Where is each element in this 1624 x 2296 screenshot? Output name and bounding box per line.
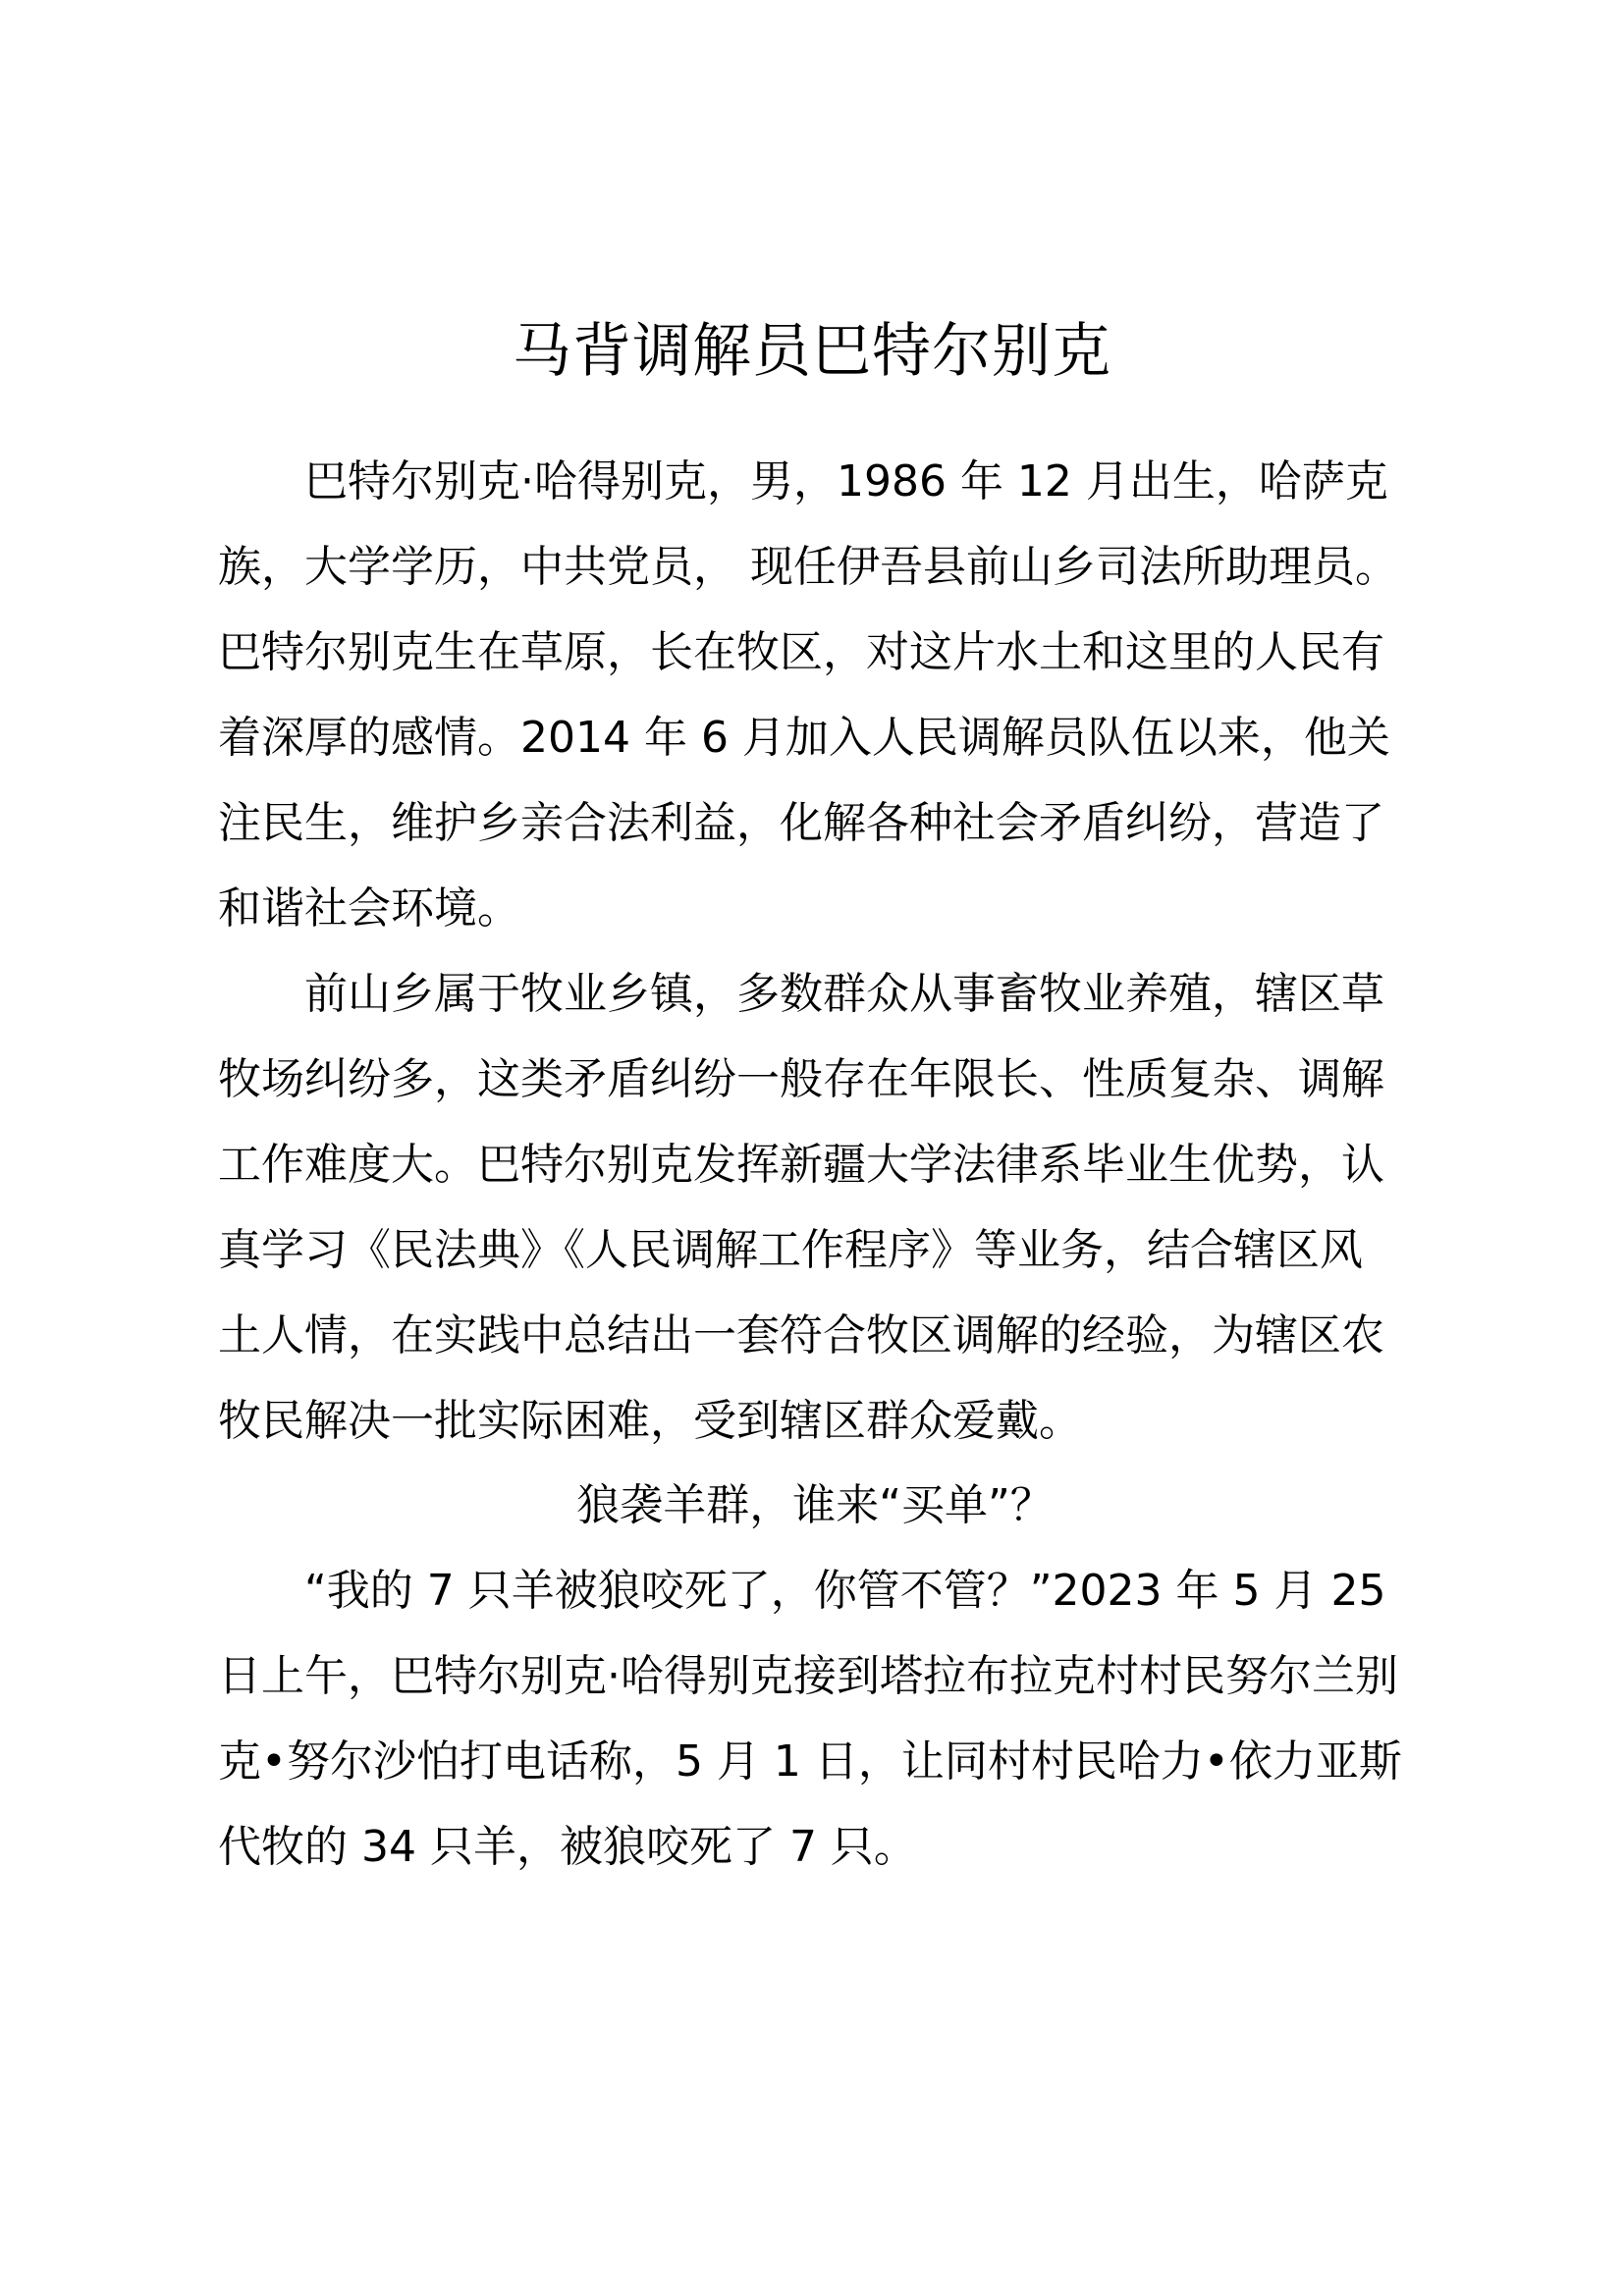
paragraph-line: 日上午，巴特尔别克·哈得别克接到塔拉布拉克村村民努尔兰别 (218, 1651, 1398, 1701)
paragraph-line: 代牧的 34 只羊，被狼咬死了 7 只。 (218, 1822, 917, 1872)
paragraph-line: 巴特尔别克·哈得别克，男，1986 年 12 月出生，哈萨克 (304, 456, 1388, 507)
paragraph-line: 牧民解决一批实际困难，受到辖区群众爱戴。 (218, 1396, 1082, 1446)
paragraph-line: 真学习《民法典》《人民调解工作程序》等业务，结合辖区风 (218, 1225, 1363, 1275)
paragraph-case (218, 1548, 1416, 1890)
paragraph-line: 土人情，在实践中总结出一套符合牧区调解的经验，为辖区农 (218, 1310, 1384, 1361)
paragraph-line: 巴特尔别克生在草原，长在牧区，对这片水土和这里的人民有 (218, 627, 1384, 677)
paragraph-line: 注民生，维护乡亲合法利益，化解各种社会矛盾纠纷，营造了 (218, 798, 1384, 848)
paragraph-line: 前山乡属于牧业乡镇，多数群众从事畜牧业养殖，辖区草 (304, 969, 1384, 1019)
paragraph-intro (218, 439, 1416, 951)
paragraph-background (218, 951, 1416, 1464)
document-title: 马背调解员巴特尔别克 (513, 317, 1111, 386)
section-subheading: 狼袭羊群，谁来“买单”？ (576, 1480, 1054, 1530)
paragraph-line: 克•努尔沙怕打电话称，5 月 1 日，让同村村民哈力•依力亚斯 (218, 1736, 1402, 1787)
paragraph-line: 工作难度大。巴特尔别克发挥新疆大学法律系毕业生优势，认 (218, 1140, 1384, 1190)
paragraph-line: 和谐社会环境。 (218, 883, 520, 934)
paragraph-line: 族，大学学历，中共党员， 现任伊吾县前山乡司法所助理员。 (218, 542, 1398, 592)
paragraph-line: 牧场纠纷多，这类矛盾纠纷一般存在年限长、性质复杂、调解 (218, 1054, 1384, 1104)
paragraph-line: “我的 7 只羊被狼咬死了，你管不管？”2023 年 5 月 25 (304, 1566, 1386, 1616)
paragraph-line: 着深厚的感情。2014 年 6 月加入人民调解员队伍以来，他关 (218, 713, 1390, 763)
